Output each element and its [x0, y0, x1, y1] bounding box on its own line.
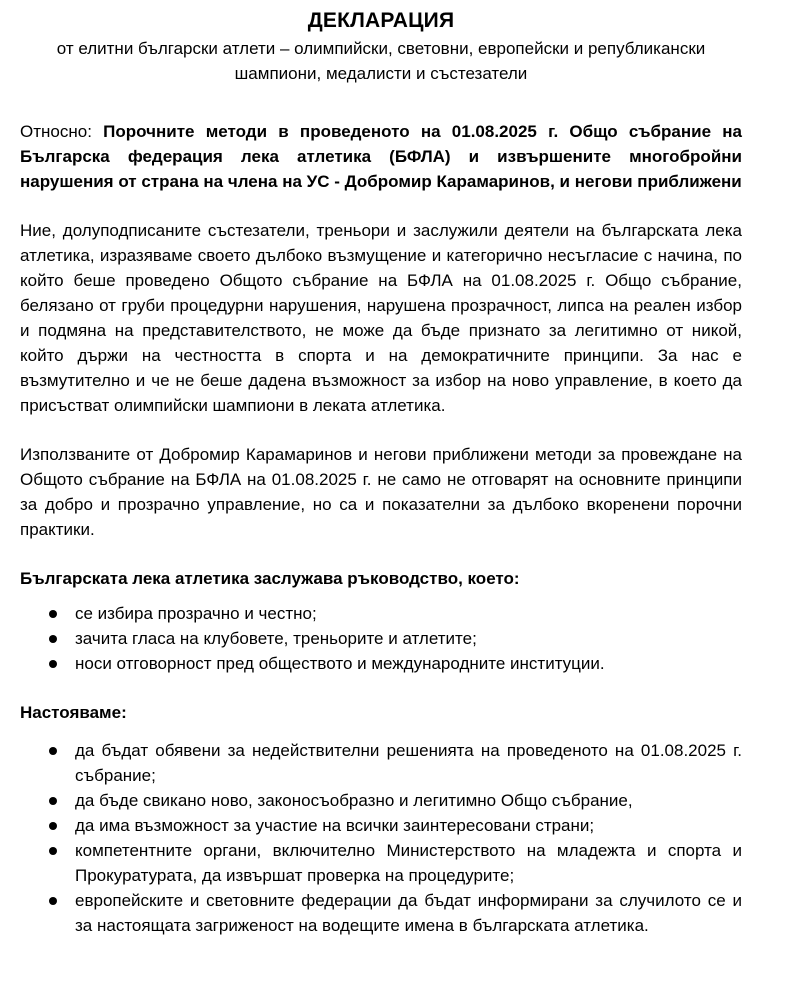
subtitle-line-2: шампиони, медалисти и състезатели [234, 64, 528, 83]
subject-paragraph [20, 119, 742, 194]
body-paragraph-1: Ние, долуподписаните състезатели, треньори и заслужили деятели на българската лека атлетика, изразяваме своето дълбоко възмущение и категорично несъгласие с начина, по който беше проведено Общото събрание на БФЛА на 01.08.2025 г. Общо събрание, белязано от груби процедурни нарушения, нарушена прозрачност, липса на реален избор и подмяна на представителството, не може да бъде признато за легитимно от никой, който държи на честността в спорта и на демократичните принципи. За нас е възмутително и че не беше дадена възможност за избор на ново управление, в което да присъстват олимпийски шампиони в леката атлетика. [20, 221, 742, 415]
section-heading-demands: Настояваме: [20, 703, 127, 722]
list-item [20, 788, 742, 813]
subject-label: Относно: [20, 122, 104, 141]
bullet-icon [49, 660, 57, 668]
list-item [20, 888, 742, 938]
list-item-text: се избира прозрачно и честно; [75, 604, 317, 623]
list-item-text: зачита гласа на клубовете, треньорите и атлетите; [75, 629, 477, 648]
bullet-icon [49, 797, 57, 805]
list-item-text: носи отговорност пред обществото и международните институции. [75, 654, 605, 673]
document-subtitle [20, 36, 742, 86]
bullet-icon [49, 610, 57, 618]
section-heading-leadership: Българската лека атлетика заслужава ръководство, което: [20, 569, 520, 588]
list-item [20, 813, 742, 838]
bullet-icon [49, 822, 57, 830]
bullet-icon [49, 897, 57, 905]
bullet-icon [49, 747, 57, 755]
leadership-list [20, 601, 742, 676]
list-item [20, 601, 742, 626]
subject-text: Порочните методи в проведеното на 01.08.2025 г. Общо събрание на Българска федерация лека атлетика (БФЛА) и извършените многобройни нарушения от страна на члена на УС - Добромир Карамаринов, и негови приближени [20, 122, 742, 191]
body-paragraph-2: Използваните от Добромир Карамаринов и негови приближени методи за провеждане на Общото събрание на БФЛА на 01.08.2025 г. не само не отговарят на основните принципи за добро и прозрачно управление, но са и показателни за дълбоко вкоренени порочни практики. [20, 445, 742, 539]
list-item-text: европейските и световните федерации да бъдат информирани за случилото се и за настоящата загриженост на водещите имена в българската атлетика. [75, 891, 742, 935]
list-item [20, 626, 742, 651]
list-item [20, 838, 742, 888]
bullet-icon [49, 847, 57, 855]
demands-list [20, 738, 742, 938]
list-item-text: компетентните органи, включително Министерството на младежта и спорта и Прокуратурата, да извършат проверка на процедурите; [75, 841, 742, 885]
subtitle-line-1: от елитни български атлети – олимпийски, световни, европейски и републикански [56, 39, 706, 58]
bullet-icon [49, 635, 57, 643]
list-item [20, 651, 742, 676]
list-item [20, 738, 742, 788]
document-title: ДЕКЛАРАЦИЯ [307, 9, 455, 32]
list-item-text: да бъдат обявени за недействителни решенията на проведеното на 01.08.2025 г. събрание; [75, 741, 742, 785]
list-item-text: да бъде свикано ново, законосъобразно и легитимно Общо събрание, [75, 791, 633, 810]
list-item-text: да има възможност за участие на всички заинтересовани страни; [75, 816, 595, 835]
